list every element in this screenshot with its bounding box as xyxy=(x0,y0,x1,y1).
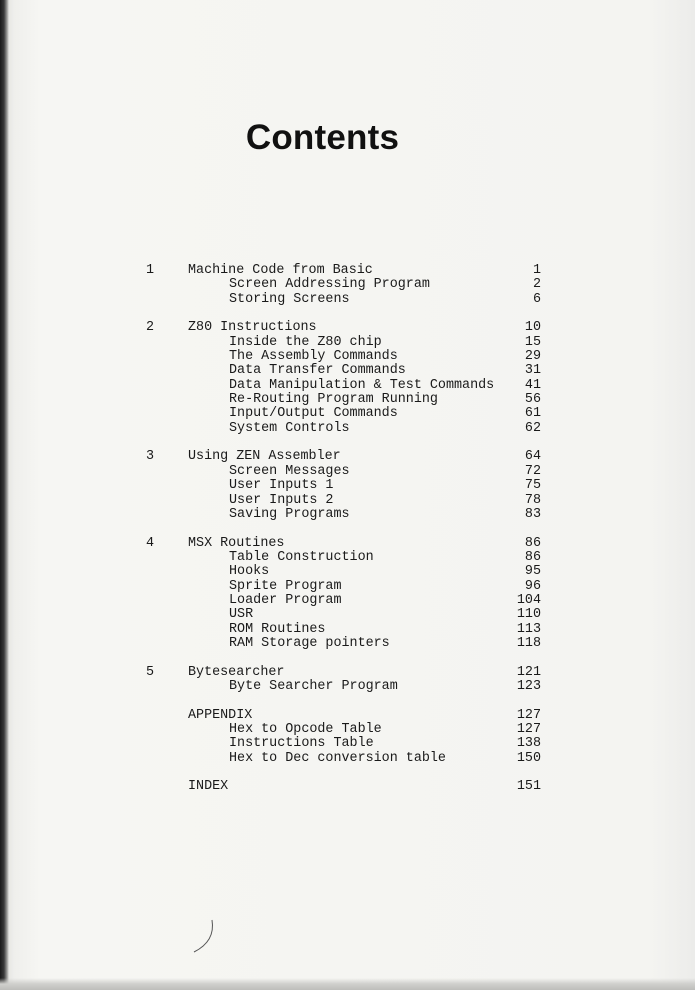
page-number: 75 xyxy=(524,478,541,494)
toc-section-row xyxy=(0,594,695,608)
page-number: 95 xyxy=(524,564,541,580)
page-number: 96 xyxy=(524,578,541,594)
section-title: Input/Output Commands xyxy=(229,406,398,422)
section-title: Byte Searcher Program xyxy=(229,678,398,694)
section-title: Table Construction xyxy=(229,549,374,565)
toc-section-row xyxy=(0,422,695,436)
page-number: 150 xyxy=(516,750,541,766)
section-title: Instructions Table xyxy=(229,736,374,752)
chapter-title: INDEX xyxy=(188,779,229,795)
toc-section-row xyxy=(0,350,695,364)
page-number: 1 xyxy=(532,263,541,278)
chapter-number: 1 xyxy=(146,263,155,278)
toc-section-row xyxy=(0,551,695,565)
toc-chapter-row xyxy=(0,264,695,278)
chapter-title: Bytesearcher xyxy=(188,664,285,680)
chapter-number: 3 xyxy=(146,449,155,465)
chapter-number: 4 xyxy=(146,535,155,551)
section-title: ROM Routines xyxy=(229,621,326,637)
toc-chapter-row xyxy=(0,450,695,464)
toc-section-row xyxy=(0,479,695,493)
page-number: 121 xyxy=(516,664,541,680)
page-number: 83 xyxy=(524,506,541,522)
page-bottom-edge xyxy=(0,978,695,990)
toc-chapter-row xyxy=(0,321,695,335)
toc-section-row xyxy=(0,623,695,637)
page-number: 78 xyxy=(524,492,541,508)
section-title: Screen Addressing Program xyxy=(229,277,430,293)
section-title: User Inputs 2 xyxy=(229,492,334,508)
toc-section-row xyxy=(0,407,695,421)
page-number: 110 xyxy=(516,607,541,623)
section-title: Sprite Program xyxy=(229,578,342,594)
page-number: 123 xyxy=(516,678,541,694)
toc-section-row xyxy=(0,680,695,694)
chapter-title: Using ZEN Assembler xyxy=(188,449,341,465)
toc-section-row xyxy=(0,336,695,350)
toc-chapter-row xyxy=(0,666,695,680)
section-title: Data Transfer Commands xyxy=(229,363,406,379)
toc-section-row xyxy=(0,393,695,407)
page-number: 6 xyxy=(532,291,541,307)
chapter-number: 2 xyxy=(146,320,155,336)
toc-chapter-row xyxy=(0,780,695,794)
page-number: 118 xyxy=(516,635,541,651)
toc-chapter-row xyxy=(0,709,695,723)
section-title: User Inputs 1 xyxy=(229,478,334,494)
toc-section-row xyxy=(0,752,695,766)
section-title: System Controls xyxy=(229,420,350,436)
toc-section-row xyxy=(0,723,695,737)
section-title: Hooks xyxy=(229,564,270,580)
toc-section-row xyxy=(0,465,695,479)
chapter-title: Z80 Instructions xyxy=(188,320,317,336)
page-number: 86 xyxy=(524,549,541,565)
toc-section-row xyxy=(0,580,695,594)
chapter-title: MSX Routines xyxy=(188,535,285,551)
page-number: 62 xyxy=(524,420,541,436)
chapter-title: APPENDIX xyxy=(188,707,253,723)
chapter-number: 5 xyxy=(146,664,155,680)
section-title: RAM Storage pointers xyxy=(229,635,390,651)
page-number: 61 xyxy=(524,406,541,422)
section-title: Loader Program xyxy=(229,592,342,608)
toc-section-row xyxy=(0,637,695,651)
table-of-contents xyxy=(0,264,695,795)
toc-section-row xyxy=(0,508,695,522)
page-number: 41 xyxy=(524,377,541,393)
section-title: Storing Screens xyxy=(229,291,350,307)
toc-section-row xyxy=(0,737,695,751)
page-number: 2 xyxy=(532,277,541,293)
toc-section-row xyxy=(0,364,695,378)
page-title: Contents xyxy=(245,118,400,157)
page-number: 56 xyxy=(524,392,541,408)
section-title: Hex to Dec conversion table xyxy=(229,750,446,766)
chapter-title: Machine Code from Basic xyxy=(188,263,373,278)
page-number: 127 xyxy=(516,722,541,737)
section-title: USR xyxy=(229,607,254,623)
page-number: 29 xyxy=(524,349,541,365)
toc-section-row xyxy=(0,293,695,307)
toc-section-row xyxy=(0,494,695,508)
toc-section-row xyxy=(0,278,695,292)
section-title: Data Manipulation & Test Commands xyxy=(229,377,495,393)
page-number: 86 xyxy=(524,535,541,551)
section-title: Inside the Z80 chip xyxy=(229,334,382,350)
section-title: Screen Messages xyxy=(229,463,350,479)
toc-section-row xyxy=(0,379,695,393)
page-number: 64 xyxy=(524,449,541,465)
pen-mark xyxy=(190,918,220,958)
page-number: 72 xyxy=(524,463,541,479)
section-title: The Assembly Commands xyxy=(229,349,398,365)
toc-section-row xyxy=(0,608,695,622)
page-number: 10 xyxy=(524,320,541,336)
toc-section-row xyxy=(0,565,695,579)
page-number: 138 xyxy=(516,736,541,752)
page-number: 151 xyxy=(516,779,541,795)
toc-chapter-row xyxy=(0,537,695,551)
section-title: Re-Routing Program Running xyxy=(229,392,438,408)
section-title: Saving Programs xyxy=(229,506,350,522)
page-number: 113 xyxy=(516,621,541,637)
page-number: 31 xyxy=(524,363,541,379)
page-number: 104 xyxy=(516,592,541,608)
page-number: 127 xyxy=(516,707,541,723)
section-title: Hex to Opcode Table xyxy=(229,722,382,737)
page-number: 15 xyxy=(524,334,541,350)
